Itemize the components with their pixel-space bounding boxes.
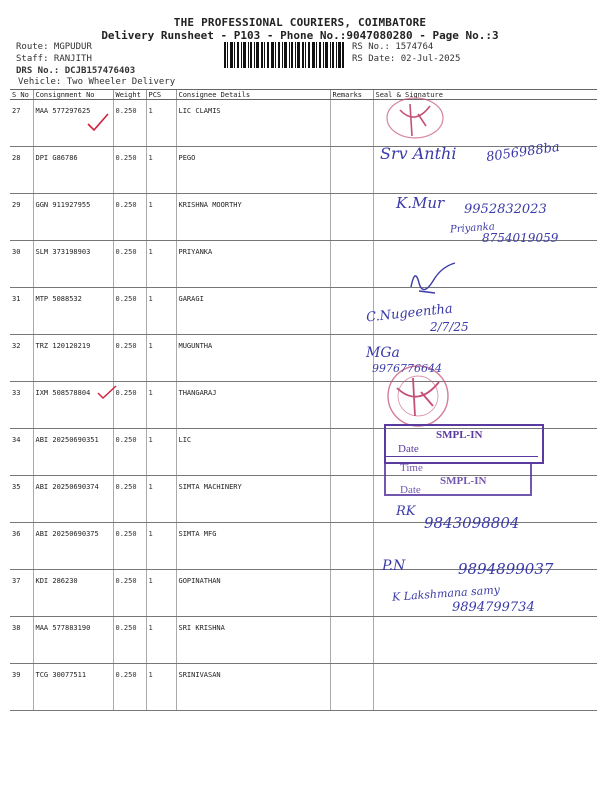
cell-consignee: SRINIVASAN	[176, 664, 330, 711]
handwritten-phone: 9843098804	[424, 514, 520, 532]
handwritten-phone: 8754019059	[482, 231, 559, 245]
cell-pcs: 1	[146, 476, 176, 523]
seal-stamp-icon	[382, 96, 448, 146]
cell-sno: 31	[10, 288, 33, 335]
cell-pcs: 1	[146, 288, 176, 335]
col-pcs: PCS	[146, 90, 176, 100]
cell-consignment: IXM 508578804	[33, 382, 113, 429]
cell-remarks	[330, 617, 373, 664]
cell-pcs: 1	[146, 523, 176, 570]
tick-mark-icon	[96, 384, 118, 400]
handwritten-phone: 9894899037	[458, 560, 554, 578]
cell-pcs: 1	[146, 100, 176, 147]
cell-remarks	[330, 100, 373, 147]
vehicle-label: Vehicle: Two Wheeler Delivery	[18, 77, 176, 87]
cell-pcs: 1	[146, 335, 176, 382]
cell-consignee: SIMTA MACHINERY	[176, 476, 330, 523]
cell-sno: 39	[10, 664, 33, 711]
handwritten-date: 2/7/25	[430, 320, 469, 334]
cell-consignee: PEGO	[176, 147, 330, 194]
cell-remarks	[330, 241, 373, 288]
handwritten-phone: 9976776644	[372, 362, 442, 375]
cell-weight: 0.250	[113, 664, 146, 711]
cell-consignee: MUGUNTHA	[176, 335, 330, 382]
barcode-image	[224, 42, 344, 68]
cell-sno: 27	[10, 100, 33, 147]
route-label: Route: MGPUDUR	[16, 42, 92, 52]
cell-pcs: 1	[146, 664, 176, 711]
cell-consignee: THANGARAJ	[176, 382, 330, 429]
cell-sno: 29	[10, 194, 33, 241]
cell-remarks	[330, 664, 373, 711]
handwritten-phone: 9894799734	[452, 600, 535, 615]
cell-consignee: KRISHNA MOORTHY	[176, 194, 330, 241]
cell-sno: 38	[10, 617, 33, 664]
cell-remarks	[330, 570, 373, 617]
table-header-row	[10, 90, 597, 100]
handwritten-signature: RK	[396, 504, 416, 519]
handwritten-name: K Lakshmana samy	[391, 583, 501, 604]
company-stamp: Time SMPL-IN Date	[384, 462, 532, 496]
cell-signature	[373, 664, 597, 711]
cell-remarks	[330, 523, 373, 570]
cell-consignment: MTP 5088532	[33, 288, 113, 335]
col-consignee: Consignee Details	[176, 90, 330, 100]
cell-weight: 0.250	[113, 617, 146, 664]
cell-consignment: GGN 911927955	[33, 194, 113, 241]
handwritten-name: Priyanka	[449, 221, 496, 236]
cell-sno: 36	[10, 523, 33, 570]
col-sno: S No	[10, 90, 33, 100]
cell-pcs: 1	[146, 382, 176, 429]
cell-sno: 37	[10, 570, 33, 617]
cell-consignment: MAA 577297625	[33, 100, 113, 147]
cell-consignment: ABI 20250690351	[33, 429, 113, 476]
cell-consignee: SIMTA MFG	[176, 523, 330, 570]
cell-pcs: 1	[146, 194, 176, 241]
table-row	[10, 241, 597, 288]
rs-date: RS Date: 02-Jul-2025	[352, 54, 461, 64]
company-title: THE PROFESSIONAL COURIERS, COIMBATORE	[173, 16, 427, 29]
handwritten-phone: 9952832023	[464, 202, 547, 217]
handwritten-signature: MGa	[366, 345, 400, 361]
cell-remarks	[330, 194, 373, 241]
cell-sno: 33	[10, 382, 33, 429]
cell-consignment: ABI 20250690374	[33, 476, 113, 523]
cell-consignee: SRI KRISHNA	[176, 617, 330, 664]
cell-consignee: LIC	[176, 429, 330, 476]
handwritten-initials: P.N	[382, 558, 406, 574]
tick-mark-icon	[86, 112, 110, 132]
cell-pcs: 1	[146, 617, 176, 664]
cell-consignment: TCG 30077511	[33, 664, 113, 711]
staff-label: Staff: RANJITH	[16, 54, 92, 64]
table-row	[10, 664, 597, 711]
col-seal-signature: Seal & Signature	[373, 90, 597, 100]
cell-weight: 0.250	[113, 194, 146, 241]
cell-consignment: MAA 577883190	[33, 617, 113, 664]
table-row	[10, 335, 597, 382]
cell-pcs: 1	[146, 429, 176, 476]
company-stamp: SMPL-IN Date	[384, 424, 544, 464]
cell-consignment: DPI G86786	[33, 147, 113, 194]
cell-weight: 0.250	[113, 570, 146, 617]
cell-remarks	[330, 382, 373, 429]
cell-pcs: 1	[146, 570, 176, 617]
cell-weight: 0.250	[113, 147, 146, 194]
runsheet-title: Delivery Runsheet - P103 - Phone No.:9047080280 - Page No.:3	[101, 29, 499, 42]
cell-consignee: PRIYANKA	[176, 241, 330, 288]
handwritten-phone: 8056988ba	[485, 139, 561, 166]
cell-sno: 32	[10, 335, 33, 382]
drs-number: DRS No.: DCJB157476403	[16, 66, 136, 76]
col-remarks: Remarks	[330, 90, 373, 100]
cell-consignee: LIC CLAMIS	[176, 100, 330, 147]
cell-consignment: SLM 373198903	[33, 241, 113, 288]
cell-remarks	[330, 429, 373, 476]
cell-weight: 0.250	[113, 100, 146, 147]
cell-consignee: GARAGI	[176, 288, 330, 335]
cell-sno: 30	[10, 241, 33, 288]
cell-weight: 0.250	[113, 429, 146, 476]
cell-weight: 0.250	[113, 476, 146, 523]
handwritten-signature: K.Mur	[396, 194, 445, 212]
cell-signature	[373, 617, 597, 664]
cell-weight: 0.250	[113, 382, 146, 429]
cell-sno: 34	[10, 429, 33, 476]
cell-consignee: GOPINATHAN	[176, 570, 330, 617]
cell-consignment: KDI 286230	[33, 570, 113, 617]
cell-pcs: 1	[146, 241, 176, 288]
table-row	[10, 288, 597, 335]
cell-weight: 0.250	[113, 241, 146, 288]
cell-weight: 0.250	[113, 523, 146, 570]
runsheet-table	[10, 89, 597, 711]
signature-scribble-icon	[405, 257, 463, 303]
cell-remarks	[330, 147, 373, 194]
cell-sno: 35	[10, 476, 33, 523]
handwritten-signature: Srv Anthi	[380, 144, 457, 163]
col-consignment: Consignment No	[33, 90, 113, 100]
cell-weight: 0.250	[113, 288, 146, 335]
cell-consignment: ABI 20250690375	[33, 523, 113, 570]
table-row	[10, 617, 597, 664]
handwritten-name: C.Nugeentha	[365, 301, 454, 326]
col-weight: Weight	[113, 90, 146, 100]
cell-sno: 28	[10, 147, 33, 194]
cell-remarks	[330, 476, 373, 523]
cell-weight: 0.250	[113, 335, 146, 382]
cell-consignment: TRZ 120120219	[33, 335, 113, 382]
rs-number: RS No.: 1574764	[352, 42, 434, 52]
cell-pcs: 1	[146, 147, 176, 194]
